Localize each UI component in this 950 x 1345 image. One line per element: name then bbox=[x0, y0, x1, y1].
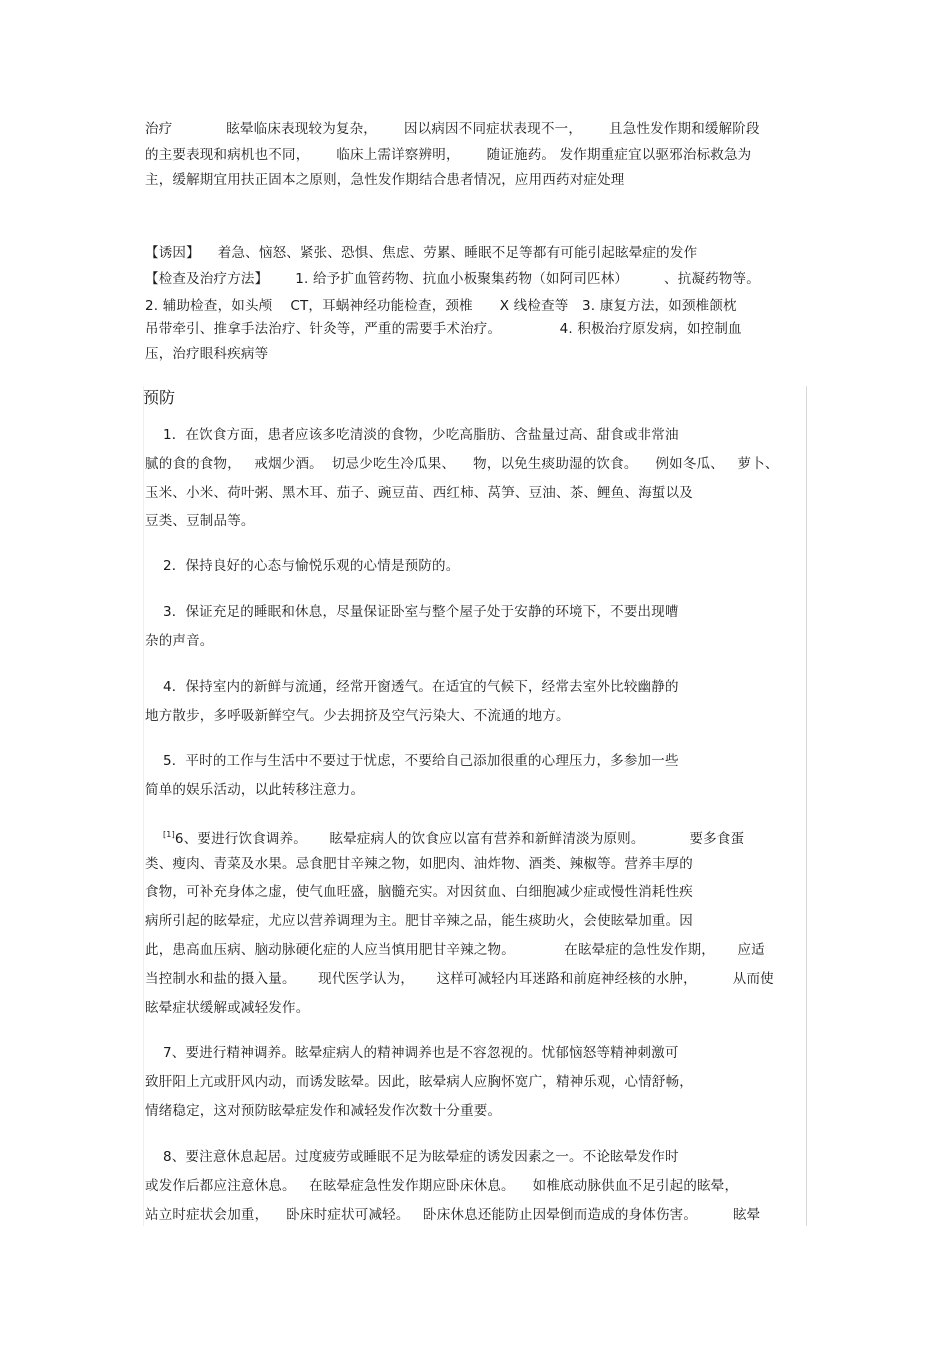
item8-line-3: 站立时症状会加重， 卧床时症状可减轻。 卧床休息还能防止因晕倒而造成的身体伤害。 眩晕 bbox=[145, 1207, 761, 1223]
inducement-line: 【诱因】 着急、恼怒、紧张、恐惧、焦虑、劳累、睡眠不足等都有可能引起眩晕症的发作 bbox=[145, 245, 698, 261]
treatment-line-1: 治疗 眩晕临床表现较为复杂， 因以病因不同症状表现不一， 且急性发作期和缓解阶段 bbox=[145, 121, 760, 137]
item2-line-1: 2．保持良好的心态与愉悦乐观的心情是预防的。 bbox=[145, 558, 460, 574]
exam-line-4: 压，治疗眼科疾病等 bbox=[145, 346, 269, 362]
right-rule bbox=[806, 386, 807, 1226]
exam-line-2: 2. 辅助检查，如头颅 CT，耳蜗神经功能检查，颈椎 X 线检查等 3. 康复方法，如颈椎颌枕 bbox=[145, 298, 737, 314]
item7-line-3: 情绪稳定，这对预防眩晕症发作和减轻发作次数十分重要。 bbox=[145, 1103, 502, 1119]
treatment-line-2: 的主要表现和病机也不同， 临床上需详察辨明， 随证施药。 发作期重症宜以驱邪治标救急为 bbox=[145, 147, 752, 163]
item6-line-1 bbox=[145, 826, 744, 848]
item6-line-3: 食物，可补充身体之虚，使气血旺盛，脑髓充实。对因贫血、白细胞减少症或慢性消耗性疾 bbox=[145, 884, 693, 900]
prevention-title: 预防 bbox=[143, 388, 176, 407]
item6-line-5: 此，患高血压病、脑动脉硬化症的人应当慎用肥甘辛辣之物。 在眩晕症的急性发作期， 应适 bbox=[145, 942, 765, 958]
item6-line-2: 类、瘦肉、青菜及水果。忌食肥甘辛辣之物，如肥肉、油炸物、酒类、辣椒等。营养丰厚的 bbox=[145, 856, 693, 872]
item3-line-2: 杂的声音。 bbox=[145, 633, 214, 649]
reference-mark: [1] bbox=[162, 830, 175, 839]
left-rule bbox=[143, 386, 144, 1226]
item8-line-2: 或发作后都应注意休息。 在眩晕症急性发作期应卧床休息。 如椎底动脉供血不足引起的眩晕， bbox=[145, 1178, 739, 1194]
item6-first-text: 6、要进行饮食调养。 眩晕症病人的饮食应以富有营养和新鲜清淡为原则。 要多食蛋 bbox=[174, 831, 745, 847]
item8-line-1: 8、要注意休息起居。过度疲劳或睡眠不足为眩晕症的诱发因素之一。不论眩晕发作时 bbox=[145, 1149, 679, 1165]
item6-line-7: 眩晕症状缓解或减轻发作。 bbox=[145, 1000, 310, 1016]
treatment-line-3: 主，缓解期宜用扶正固本之原则，急性发作期结合患者情况，应用西药对症处理 bbox=[145, 172, 625, 188]
item7-line-1: 7、要进行精神调养。眩晕症病人的精神调养也是不容忽视的。忧郁恼怒等精神刺激可 bbox=[145, 1045, 679, 1061]
item4-line-1: 4．保持室内的新鲜与流通，经常开窗透气。在适宜的气候下，经常去室外比较幽静的 bbox=[145, 679, 679, 695]
item3-line-1: 3．保证充足的睡眠和休息，尽量保证卧室与整个屋子处于安静的环境下，不要出现嘈 bbox=[145, 604, 679, 620]
item1-line-1: 1．在饮食方面，患者应该多吃清淡的食物，少吃高脂肪、含盐量过高、甜食或非常油 bbox=[145, 427, 679, 443]
item4-line-2: 地方散步，多呼吸新鲜空气。少去拥挤及空气污染大、不流通的地方。 bbox=[145, 708, 570, 724]
item7-line-2: 致肝阳上亢或肝风内动，而诱发眩晕。因此，眩晕病人应胸怀宽广，精神乐观，心情舒畅， bbox=[145, 1074, 693, 1090]
item1-line-3: 玉米、小米、荷叶粥、黑木耳、茄子、豌豆苗、西红柿、莴笋、豆油、茶、鲤鱼、海蜇以及 bbox=[145, 485, 693, 501]
item1-line-2: 腻的食的食物， 戒烟少酒。 切忌少吃生冷瓜果、 物，以免生痰助湿的饮食。 例如冬瓜、 萝卜、 bbox=[145, 456, 779, 472]
item5-line-2: 简单的娱乐活动，以此转移注意力。 bbox=[145, 782, 365, 798]
item6-line-6: 当控制水和盐的摄入量。 现代医学认为， 这样可减轻内耳迷路和前庭神经核的水肿， 从而使 bbox=[145, 971, 774, 987]
item6-line-4: 病所引起的眩晕症，尤应以营养调理为主。肥甘辛辣之品，能生痰助火，会使眩晕加重。因 bbox=[145, 913, 693, 929]
item1-line-4: 豆类、豆制品等。 bbox=[145, 513, 255, 529]
item5-line-1: 5．平时的工作与生活中不要过于忧虑，不要给自己添加很重的心理压力，多参加一些 bbox=[145, 753, 679, 769]
exam-line-3: 吊带牵引、推拿手法治疗、针灸等，严重的需要手术治疗。 4. 积极治疗原发病，如控制血 bbox=[145, 321, 742, 337]
exam-line-1: 【检查及治疗方法】 1. 给予扩血管药物、抗血小板聚集药物（如阿司匹林） 、抗凝药物等。 bbox=[145, 271, 760, 287]
